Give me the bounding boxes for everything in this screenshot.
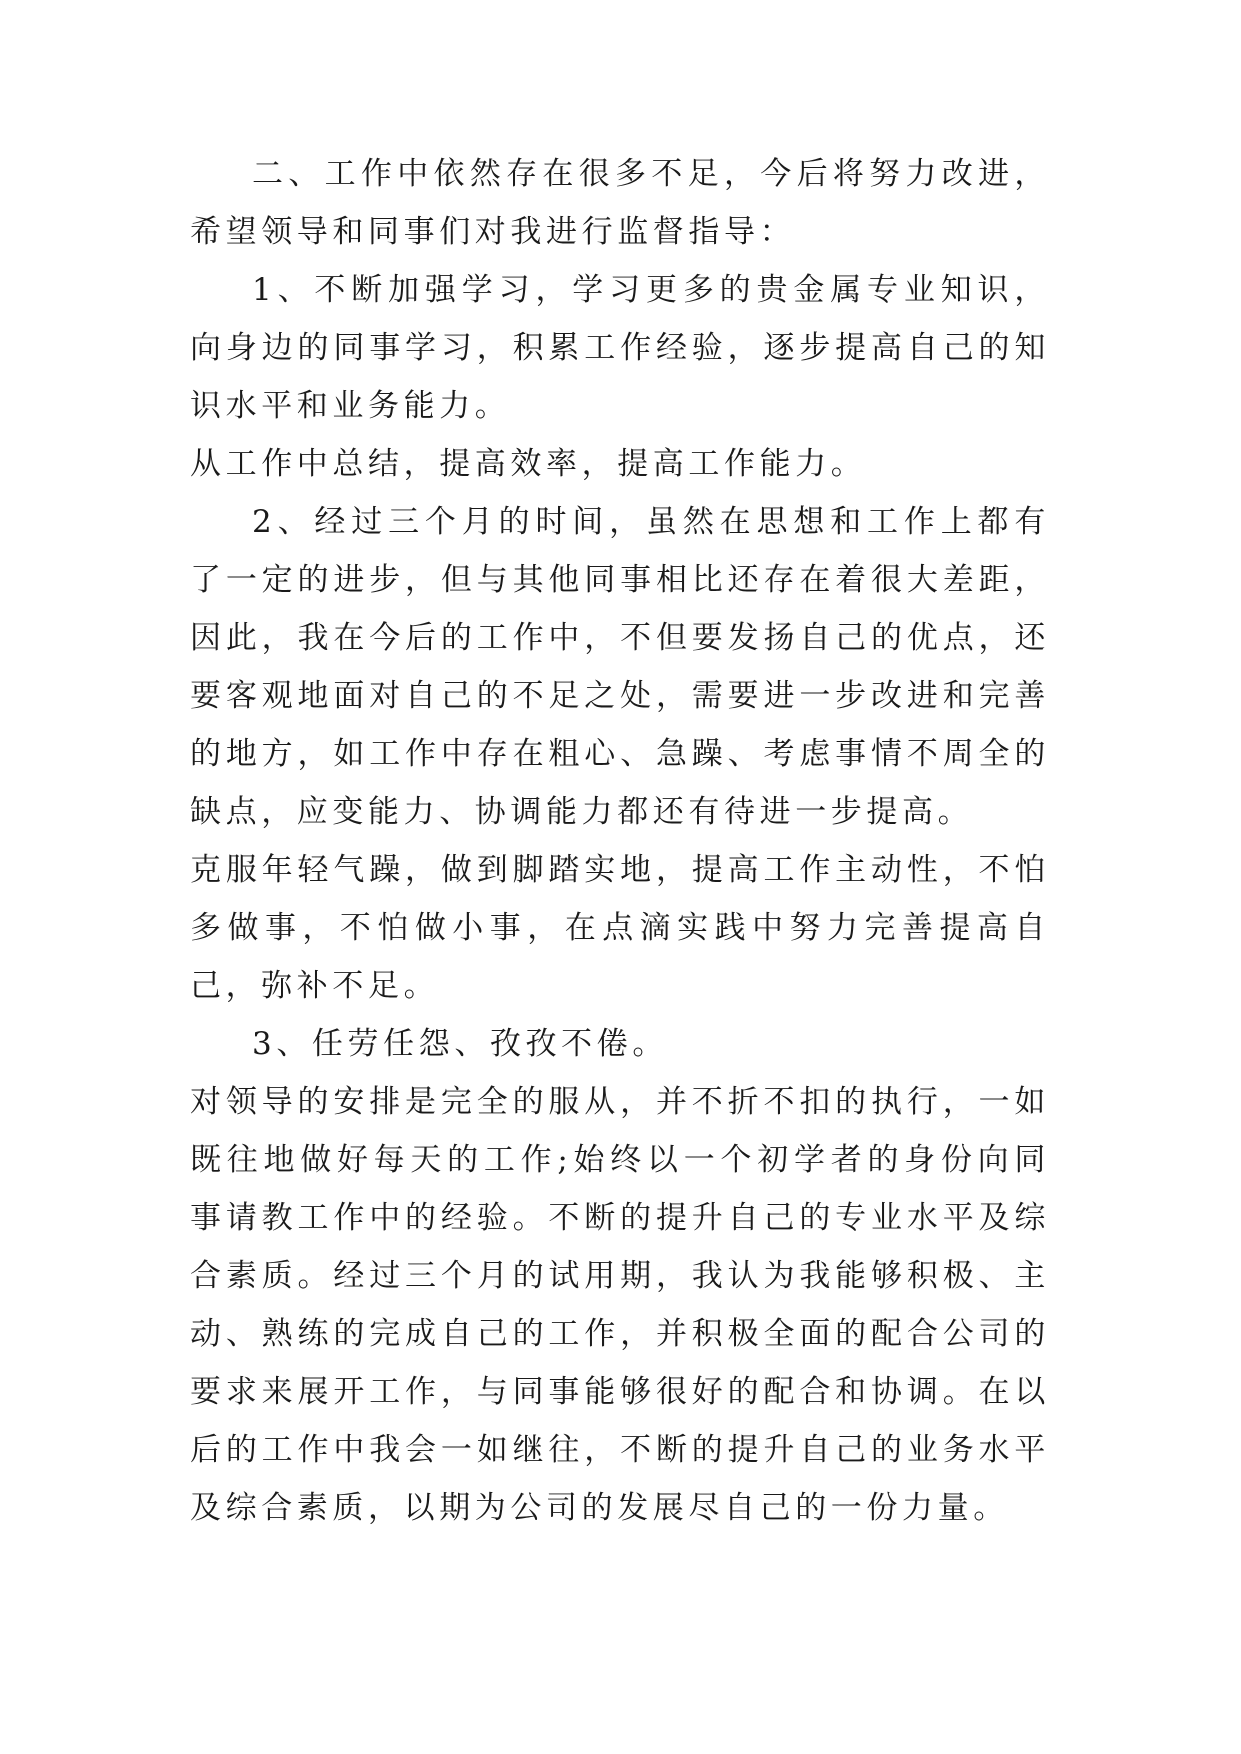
paragraph-item-1-continued: 从工作中总结，提高效率，提高工作能力。 <box>190 446 867 482</box>
paragraph-item-2-continued: 克服年轻气躁，做到脚踏实地，提高工作主动性，不怕多做事，不怕做小事，在点滴实践中努力完善提高自己，弥补不足。 <box>190 852 1050 1004</box>
paragraph-item-3: 3、任劳任怨、孜孜不倦。 <box>252 1026 668 1062</box>
document-page <box>190 145 1050 1537</box>
paragraph-item-1: 1、不断加强学习，学习更多的贵金属专业知识，向身边的同事学习，积累工作经验，逐步提高自己的知识水平和业务能力。 <box>190 272 1050 424</box>
paragraph-item-2: 2、经过三个月的时间，虽然在思想和工作上都有了一定的进步，但与其他同事相比还存在着很大差距，因此，我在今后的工作中，不但要发扬自己的优点，还要客观地面对自己的不足之处，需要进一步改进和完善的地方，如工作中存在粗心、急躁、考虑事情不周全的缺点，应变能力、协调能力都还有待进一步提高。 <box>190 504 1050 830</box>
paragraph-item-3-continued: 对领导的安排是完全的服从，并不折不扣的执行，一如既往地做好每天的工作;始终以一个初学者的身份向同事请教工作中的经验。不断的提升自己的专业水平及综合素质。经过三个月的试用期，我认为我能够积极、主动、熟练的完成自己的工作，并积极全面的配合公司的要求来展开工作，与同事能够很好的配合和协调。在以后的工作中我会一如继往，不断的提升自己的业务水平及综合素质，以期为公司的发展尽自己的一份力量。 <box>190 1084 1050 1526</box>
paragraph-section-two-intro: 二、工作中依然存在很多不足，今后将努力改进，希望领导和同事们对我进行监督指导： <box>190 156 1050 250</box>
